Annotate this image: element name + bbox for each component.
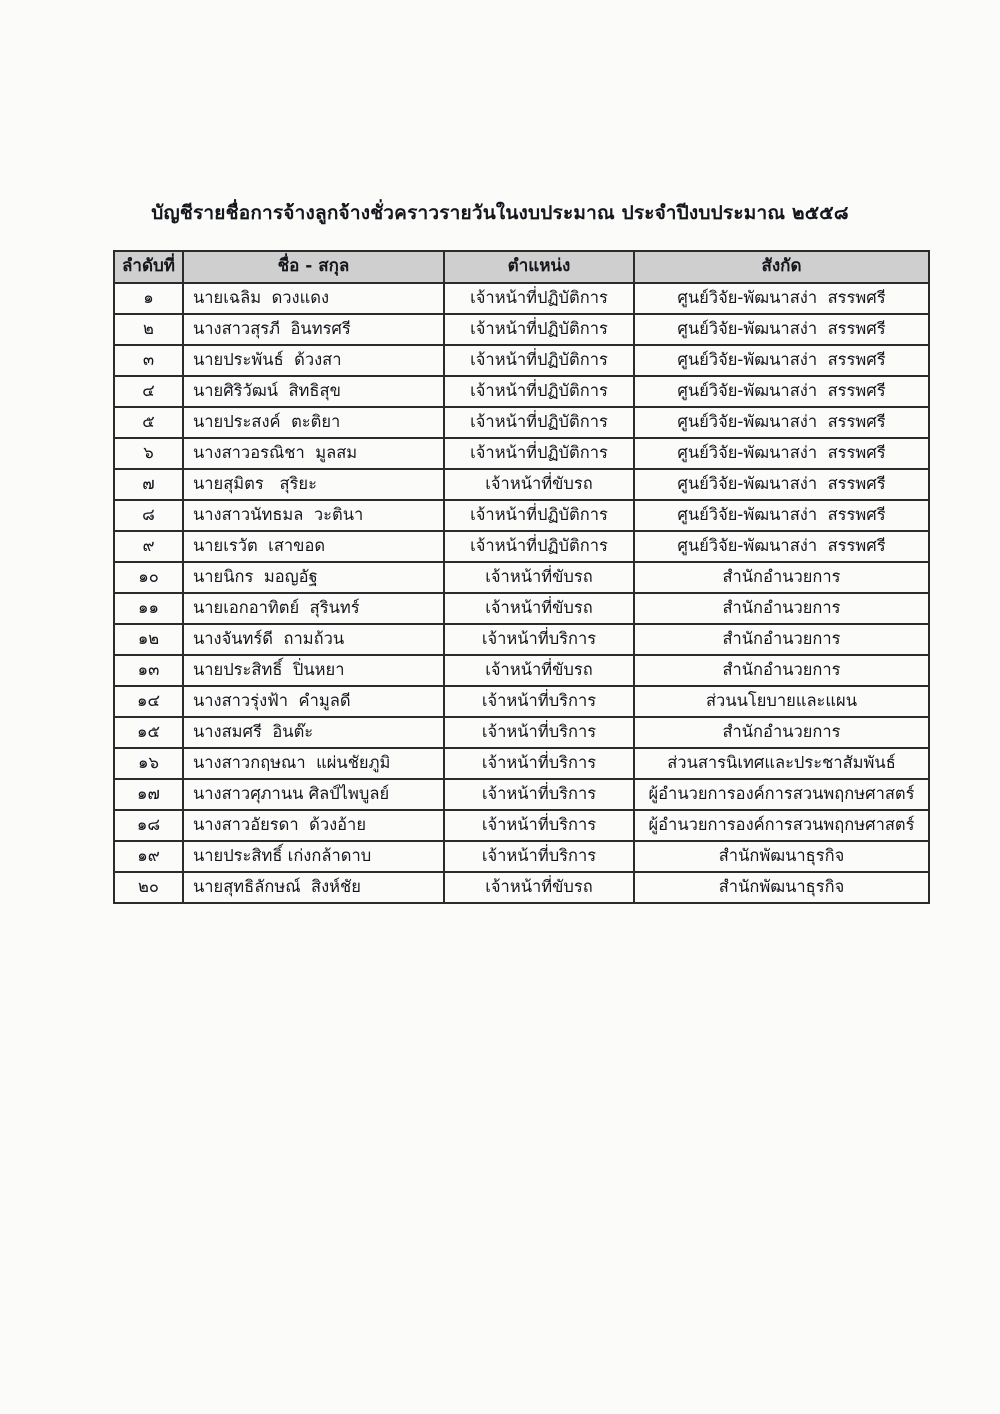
row-number-cell: ๗	[114, 469, 183, 500]
table-body	[114, 283, 929, 903]
table-row	[114, 624, 929, 655]
position-cell: เจ้าหน้าที่ปฏิบัติการ	[444, 407, 634, 438]
document-title: บัญชีรายชื่อการจ้างลูกจ้างชั่วคราวรายวันในงบประมาณ ประจำปีงบประมาณ ๒๕๕๘	[151, 202, 849, 224]
row-number-cell: ๓	[114, 345, 183, 376]
table-row	[114, 655, 929, 686]
position-cell: เจ้าหน้าที่บริการ	[444, 717, 634, 748]
name-cell: นายประสงค์ ตะติยา	[183, 407, 444, 438]
affiliation-cell: สำนักพัฒนาธุรกิจ	[634, 872, 929, 903]
row-number-cell: ๘	[114, 500, 183, 531]
position-cell: เจ้าหน้าที่บริการ	[444, 841, 634, 872]
row-number-cell: ๑๕	[114, 717, 183, 748]
affiliation-cell: ศูนย์วิจัย-พัฒนาสง่า สรรพศรี	[634, 283, 929, 314]
position-cell: เจ้าหน้าที่บริการ	[444, 810, 634, 841]
table-row	[114, 810, 929, 841]
name-cell: นางสาวสุรภี อินทรศรี	[183, 314, 444, 345]
row-number-cell: ๑๑	[114, 593, 183, 624]
affiliation-cell: สำนักอำนวยการ	[634, 624, 929, 655]
table-row	[114, 500, 929, 531]
affiliation-cell: สำนักอำนวยการ	[634, 717, 929, 748]
affiliation-cell: ผู้อำนวยการองค์การสวนพฤกษศาสตร์	[634, 779, 929, 810]
name-cell: นายเอกอาทิตย์ สุรินทร์	[183, 593, 444, 624]
row-number-cell: ๑๗	[114, 779, 183, 810]
position-cell: เจ้าหน้าที่ปฏิบัติการ	[444, 438, 634, 469]
position-cell: เจ้าหน้าที่ปฏิบัติการ	[444, 500, 634, 531]
name-cell: นายประสิทธิ์ ปิ่นหยา	[183, 655, 444, 686]
table-row	[114, 872, 929, 903]
affiliation-cell: สำนักอำนวยการ	[634, 593, 929, 624]
table-row	[114, 345, 929, 376]
row-number-cell: ๙	[114, 531, 183, 562]
column-header-order: ลำดับที่	[114, 251, 183, 283]
row-number-cell: ๖	[114, 438, 183, 469]
affiliation-cell: ศูนย์วิจัย-พัฒนาสง่า สรรพศรี	[634, 438, 929, 469]
row-number-cell: ๑๒	[114, 624, 183, 655]
column-header-affiliation: สังกัด	[634, 251, 929, 283]
position-cell: เจ้าหน้าที่ปฏิบัติการ	[444, 531, 634, 562]
name-cell: นางสาวนัทธมล วะตินา	[183, 500, 444, 531]
affiliation-cell: ผู้อำนวยการองค์การสวนพฤกษศาสตร์	[634, 810, 929, 841]
table-row	[114, 531, 929, 562]
table-row	[114, 748, 929, 779]
position-cell: เจ้าหน้าที่ขับรถ	[444, 562, 634, 593]
affiliation-cell: ศูนย์วิจัย-พัฒนาสง่า สรรพศรี	[634, 469, 929, 500]
table-row	[114, 283, 929, 314]
name-cell: นายเฉลิม ดวงแดง	[183, 283, 444, 314]
table-row	[114, 376, 929, 407]
affiliation-cell: ศูนย์วิจัย-พัฒนาสง่า สรรพศรี	[634, 376, 929, 407]
table-header-row	[114, 251, 929, 283]
row-number-cell: ๔	[114, 376, 183, 407]
table-row	[114, 779, 929, 810]
affiliation-cell: ศูนย์วิจัย-พัฒนาสง่า สรรพศรี	[634, 500, 929, 531]
name-cell: นางสาวกฤษณา แผ่นชัยภูมิ	[183, 748, 444, 779]
affiliation-cell: สำนักอำนวยการ	[634, 655, 929, 686]
position-cell: เจ้าหน้าที่บริการ	[444, 686, 634, 717]
table-row	[114, 686, 929, 717]
table-row	[114, 469, 929, 500]
affiliation-cell: ส่วนนโยบายและแผน	[634, 686, 929, 717]
column-header-name: ชื่อ - สกุล	[183, 251, 444, 283]
table-row	[114, 407, 929, 438]
position-cell: เจ้าหน้าที่ขับรถ	[444, 593, 634, 624]
row-number-cell: ๑๓	[114, 655, 183, 686]
position-cell: เจ้าหน้าที่บริการ	[444, 779, 634, 810]
table-row	[114, 314, 929, 345]
name-cell: นางสาวอัยรดา ด้วงอ้าย	[183, 810, 444, 841]
affiliation-cell: ศูนย์วิจัย-พัฒนาสง่า สรรพศรี	[634, 345, 929, 376]
table-row	[114, 717, 929, 748]
row-number-cell: ๑๙	[114, 841, 183, 872]
name-cell: นายเรวัต เสาขอด	[183, 531, 444, 562]
table-row	[114, 841, 929, 872]
name-cell: นายสุมิตร สุริยะ	[183, 469, 444, 500]
name-cell: นางสาวศุภานน ศิลป์ไพบูลย์	[183, 779, 444, 810]
row-number-cell: ๑๔	[114, 686, 183, 717]
position-cell: เจ้าหน้าที่บริการ	[444, 624, 634, 655]
name-cell: นางจันทร์ดี ถามถ้วน	[183, 624, 444, 655]
column-header-position: ตำแหน่ง	[444, 251, 634, 283]
position-cell: เจ้าหน้าที่ปฏิบัติการ	[444, 314, 634, 345]
position-cell: เจ้าหน้าที่ปฏิบัติการ	[444, 376, 634, 407]
table-row	[114, 438, 929, 469]
position-cell: เจ้าหน้าที่ขับรถ	[444, 655, 634, 686]
row-number-cell: ๑	[114, 283, 183, 314]
affiliation-cell: ศูนย์วิจัย-พัฒนาสง่า สรรพศรี	[634, 407, 929, 438]
row-number-cell: ๑๖	[114, 748, 183, 779]
name-cell: นายประพันธ์ ด้วงสา	[183, 345, 444, 376]
employee-table	[113, 250, 930, 904]
row-number-cell: ๑๘	[114, 810, 183, 841]
row-number-cell: ๑๐	[114, 562, 183, 593]
name-cell: นางสาวอรณิชา มูลสม	[183, 438, 444, 469]
affiliation-cell: ศูนย์วิจัย-พัฒนาสง่า สรรพศรี	[634, 531, 929, 562]
name-cell: นายประสิทธิ์ เก่งกล้าดาบ	[183, 841, 444, 872]
affiliation-cell: สำนักพัฒนาธุรกิจ	[634, 841, 929, 872]
name-cell: นายนิกร มอญอัฐ	[183, 562, 444, 593]
name-cell: นายศิริวัฒน์ สิทธิสุข	[183, 376, 444, 407]
table-row	[114, 593, 929, 624]
affiliation-cell: ส่วนสารนิเทศและประชาสัมพันธ์	[634, 748, 929, 779]
table-row	[114, 562, 929, 593]
position-cell: เจ้าหน้าที่บริการ	[444, 748, 634, 779]
name-cell: นางสมศรี อินต๊ะ	[183, 717, 444, 748]
row-number-cell: ๒	[114, 314, 183, 345]
affiliation-cell: สำนักอำนวยการ	[634, 562, 929, 593]
row-number-cell: ๒๐	[114, 872, 183, 903]
position-cell: เจ้าหน้าที่ปฏิบัติการ	[444, 345, 634, 376]
name-cell: นายสุทธิลักษณ์ สิงห์ชัย	[183, 872, 444, 903]
name-cell: นางสาวรุ่งฟ้า คำมูลดี	[183, 686, 444, 717]
position-cell: เจ้าหน้าที่ปฏิบัติการ	[444, 283, 634, 314]
affiliation-cell: ศูนย์วิจัย-พัฒนาสง่า สรรพศรี	[634, 314, 929, 345]
position-cell: เจ้าหน้าที่ขับรถ	[444, 469, 634, 500]
row-number-cell: ๕	[114, 407, 183, 438]
position-cell: เจ้าหน้าที่ขับรถ	[444, 872, 634, 903]
